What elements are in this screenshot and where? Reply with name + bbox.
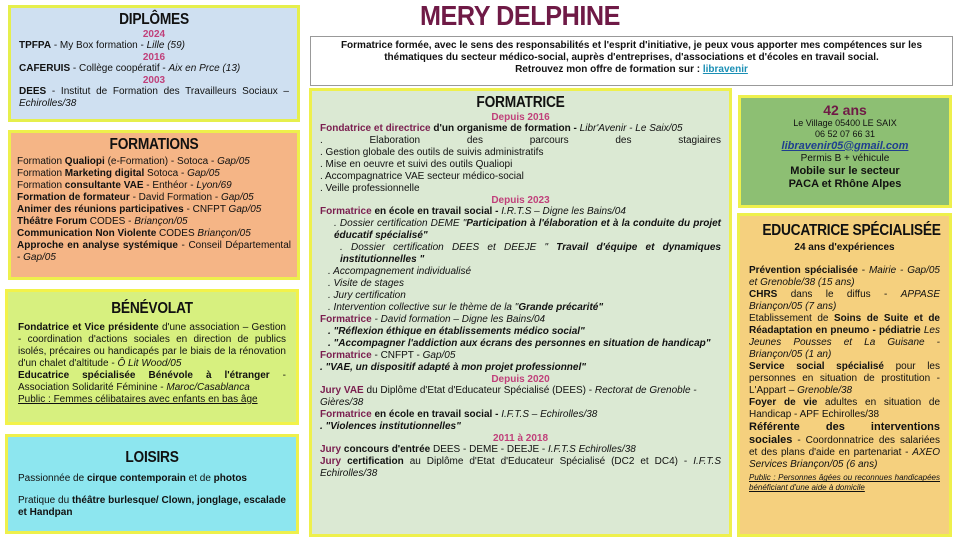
role-item: Formatrice - CNFPT - Gap/05 xyxy=(320,350,456,361)
formation-item: Théâtre Forum CODES - Briançon/05 xyxy=(17,216,188,227)
libravenir-link[interactable]: libravenir xyxy=(702,64,748,75)
formatrice-title: FORMATRICE xyxy=(476,94,565,111)
person-name: MERY DELPHINE xyxy=(420,0,620,31)
diplome-item: DEES - Institut de Formation des Travailleurs Sociaux – Echirolles/38 xyxy=(19,86,289,109)
loisirs-title: LOISIRS xyxy=(125,449,179,466)
formation-item: Approche en analyse systémique - Conseil Départemental - Gap/05 xyxy=(17,240,291,263)
intro-box xyxy=(310,36,953,86)
diplome-year: 2016 xyxy=(142,52,166,63)
role-item: Jury concours d'entrée DEES - DEME - DEEJE - I.F.T.S Echirolles/38 xyxy=(320,444,636,455)
educatrice-title: EDUCATRICE SPÉCIALISÉE xyxy=(762,222,941,239)
task-item: . Visite de stages xyxy=(328,278,404,289)
formatrice-section xyxy=(309,88,732,537)
benevolat-item: Fondatrice et Vice présidente d'une association – Gestion - coordination d'actions sociales en direction de publics isolés, précaires ou handicapés par le biais de la rénovation d'un chalet d'altitude - Ô Lit Wood/05 xyxy=(18,322,286,369)
benevolat-item: Educatrice spécialisée Bénévole à l'étranger - Association Solidarité Féminine - Maroc/Casablanca xyxy=(18,370,286,393)
task-item: . Gestion globale des outils de suivis administratifs xyxy=(320,147,544,158)
experience-item: CHRS dans le diffus - APPASE Briançon/05 (7 ans) xyxy=(749,289,940,312)
period-year: Depuis 2020 xyxy=(491,374,550,385)
task-item: . Accompagnatrice VAE secteur médico-social xyxy=(320,171,524,182)
experience-item: Référente des interventions sociales - Coordonnatrice des salariées et des plans d'aide en partenariat - AXEO Services Briançon/05 (6 ans) xyxy=(749,421,940,471)
experience-item: Prévention spécialisée - Mairie - Gap/05 et Grenoble/38 (15 ans) xyxy=(749,265,940,288)
experience-item: Foyer de vie adultes en situation de Handicap - APF Echirolles/38 xyxy=(749,397,941,420)
formation-item: Communication Non Violente CODES Briançon/05 xyxy=(17,228,251,239)
loisirs-section xyxy=(5,434,299,534)
task-item: . Mise en oeuvre et suivi des outils Qualiopi xyxy=(320,159,513,170)
profile-box xyxy=(738,95,952,208)
mobility: Mobile sur le secteur xyxy=(790,164,900,177)
period-year: Depuis 2023 xyxy=(491,195,550,206)
role-item: Jury VAE du Diplôme d'Etat d'Educateur Spécialisé (DEES) - Rectorat de Grenoble - Gières/38 xyxy=(320,385,697,408)
address: Le Village 05400 LE SAIX xyxy=(793,118,897,128)
task-item: . "Violences institutionnelles" xyxy=(320,421,461,432)
mobility-region: PACA et Rhône Alpes xyxy=(788,177,902,190)
formation-item: Formation consultante VAE - Enthéor - Lyon/69 xyxy=(17,180,232,191)
formations-title: FORMATIONS xyxy=(109,136,199,153)
role-item: Fondatrice et directrice d'un organisme de formation - Libr'Avenir - Le Saix/05 xyxy=(320,123,683,134)
email-link[interactable]: libravenir05@gmail.com xyxy=(781,139,909,152)
task-item: . "Réflexion éthique en établissements médico social" xyxy=(328,326,585,337)
task-item: . "VAE, un dispositif adapté à mon projet professionnel" xyxy=(320,362,586,373)
formation-item: Formation Qualiopi (e-Formation) - Sotoca - Gap/05 xyxy=(17,156,250,167)
formation-item: Formation de formateur - David Formation - Gap/05 xyxy=(17,192,254,203)
period-year: 2011 à 2018 xyxy=(492,433,549,444)
intro-offer: Retrouvez mon offre de formation sur : libravenir xyxy=(515,64,748,75)
experience-item: Service social spécialisé pour les personnes en situation de prostitution - L'Appart – Grenoble/38 xyxy=(749,361,940,396)
diplome-year: 2003 xyxy=(142,75,166,86)
role-item: Formatrice en école en travail social - I.F.T.S – Echirolles/38 xyxy=(320,409,598,420)
task-item: . Dossier certification DEES et DEEJE " Travail d'équipe et dynamiques institutionnelles " xyxy=(340,242,721,265)
formation-item: Animer des réunions participatives - CNFPT Gap/05 xyxy=(17,204,262,215)
diplome-item: CAFERUIS - Collège coopératif - Aix en Prce (13) xyxy=(19,63,241,74)
diplome-year: 2024 xyxy=(142,29,166,40)
task-item: . Intervention collective sur le thème de la "Grande précarité" xyxy=(328,302,604,313)
role-item: Formatrice - David formation – Digne les Bains/04 xyxy=(320,314,546,325)
role-item: Jury certification au Diplôme d'Etat d'Educateur Spécialisé (DC2 et DC4) - I.F.T.S Echirolles/38 xyxy=(320,456,721,479)
diplomes-title: DIPLÔMES xyxy=(119,11,189,28)
task-item: . Elaboration des parcours des stagiaires xyxy=(320,135,721,146)
educatrice-public: Public : Personnes âgées ou reconnues handicapées bénéficiant d'une aide à domicile xyxy=(749,473,940,492)
formations-section xyxy=(8,130,300,280)
task-item: . "Accompagner l'addiction aux écrans des personnes en situation de handicap" xyxy=(328,338,711,349)
intro-text: Formatrice formée, avec le sens des responsabilités et l'esprit d'initiative, je peux vous apporter mes compétences sur les thématiques du secteur médico-social, auprès d'entreprises, d'associations et d'écoles en travail social. xyxy=(340,40,923,63)
diplome-item: TPFPA - My Box formation - Lille (59) xyxy=(19,40,185,51)
task-item: . Jury certification xyxy=(328,290,406,301)
role-item: Formatrice en école en travail social - I.R.T.S – Digne les Bains/04 xyxy=(320,206,626,217)
formation-item: Formation Marketing digital Sotoca - Gap/05 xyxy=(17,168,220,179)
loisirs-item: Passionnée de cirque contemporain et de photos xyxy=(18,473,247,484)
experience-item: Etablissement de Soins de Suite et de Réadaptation en pneumo - pédiatrie Les Jeunes Pousses et La Guisane - Briançon/05 (1 an) xyxy=(749,313,940,360)
educatrice-subtitle: 24 ans d'expériences xyxy=(794,242,895,253)
educatrice-section xyxy=(737,213,952,537)
loisirs-item: Pratique du théâtre burlesque/ Clown, jonglage, escalade et Handpan xyxy=(18,495,286,518)
benevolat-public: Public : Femmes célibataires avec enfants en bas âge xyxy=(18,394,258,405)
benevolat-section xyxy=(5,289,299,425)
permis: Permis B + véhicule xyxy=(800,152,890,164)
diplomes-section xyxy=(8,5,300,122)
phone: 06 52 07 66 31 xyxy=(814,128,876,139)
benevolat-title: BÉNÉVOLAT xyxy=(111,300,193,317)
task-item: . Accompagnement individualisé xyxy=(328,266,472,277)
task-item: . Dossier certification DEME "Participation à l'élaboration et à la conduite du projet éducatif spécialisé" xyxy=(334,218,721,241)
period-year: Depuis 2016 xyxy=(491,112,550,123)
task-item: . Veille professionnelle xyxy=(320,183,420,194)
age: 42 ans xyxy=(823,102,867,118)
